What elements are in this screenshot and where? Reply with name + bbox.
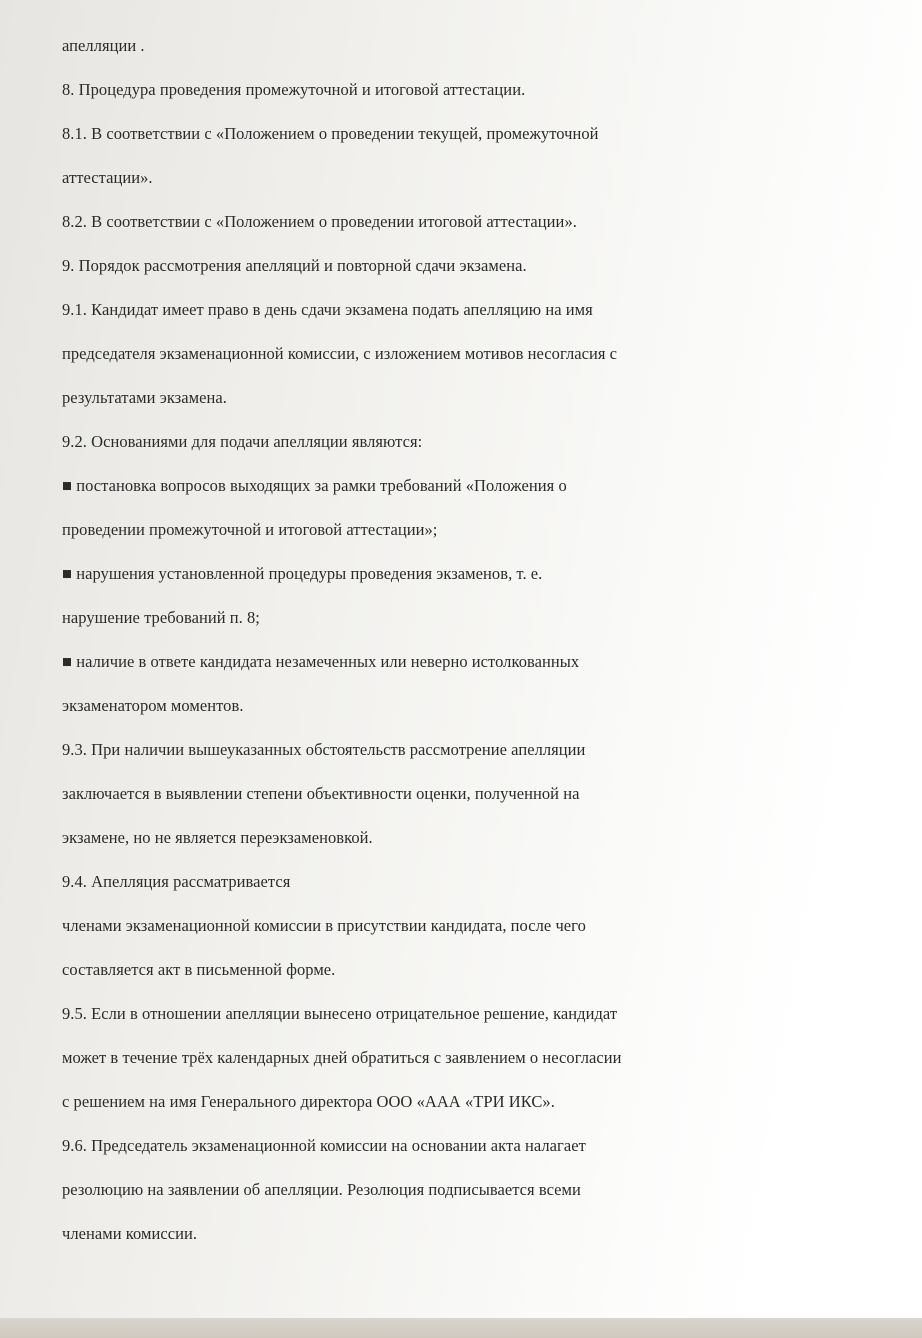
text-line: аттестации».	[62, 168, 153, 187]
section-heading-8: 8. Процедура проведения промежуточной и итоговой аттестации.	[62, 80, 526, 99]
text-line: проведении промежуточной и итоговой аттестации»;	[62, 520, 438, 539]
text-line: 9.6. Председатель экзаменационной комиссии на основании акта налагает	[62, 1136, 586, 1155]
text-line: членами комиссии.	[62, 1224, 198, 1243]
text-line: нарушение требований п. 8;	[62, 608, 260, 627]
text-line: членами экзаменационной комиссии в присутствии кандидата, после чего	[62, 916, 586, 935]
text-line: 8.1. В соответствии с «Положением о проведении текущей, промежуточной	[62, 124, 599, 143]
page-edge-shadow	[0, 1318, 922, 1338]
text-line: 9.3. При наличии вышеуказанных обстоятельств рассмотрение апелляции	[62, 740, 586, 759]
text-line: 9.4. Апелляция рассматривается	[62, 872, 291, 891]
text-line: председателя экзаменационной комиссии, с изложением мотивов несогласия с	[62, 344, 618, 363]
text-line: 9.1. Кандидат имеет право в день сдачи экзамена подать апелляцию на имя	[62, 300, 593, 319]
text-line: 9.2. Основаниями для подачи апелляции являются:	[62, 432, 423, 451]
bullet-item: ■ нарушения установленной процедуры проведения экзаменов, т. е.	[62, 564, 543, 583]
text-line: 9.5. Если в отношении апелляции вынесено отрицательное решение, кандидат	[62, 1004, 618, 1023]
text-line: резолюцию на заявлении об апелляции. Резолюция подписывается всеми	[62, 1180, 581, 1199]
text-line: заключается в выявлении степени объективности оценки, полученной на	[62, 784, 580, 803]
text-line: результатами экзамена.	[62, 388, 227, 407]
bullet-item: ■ наличие в ответе кандидата незамеченных или неверно истолкованных	[62, 652, 580, 671]
text-line: экзаменатором моментов.	[62, 696, 244, 715]
text-line: составляется акт в письменной форме.	[62, 960, 336, 979]
bullet-item: ■ постановка вопросов выходящих за рамки требований «Положения о	[62, 476, 567, 495]
text-line: экзамене, но не является переэкзаменовкой.	[62, 828, 373, 847]
text-line: 8.2. В соответствии с «Положением о проведении итоговой аттестации».	[62, 212, 577, 231]
section-heading-9: 9. Порядок рассмотрения апелляций и повторной сдачи экзамена.	[62, 256, 527, 275]
text-line: апелляции .	[62, 36, 145, 55]
text-line: с решением на имя Генерального директора ООО «ААА «ТРИ ИКС».	[62, 1092, 555, 1111]
text-line: может в течение трёх календарных дней обратиться с заявлением о несогласии	[62, 1048, 622, 1067]
